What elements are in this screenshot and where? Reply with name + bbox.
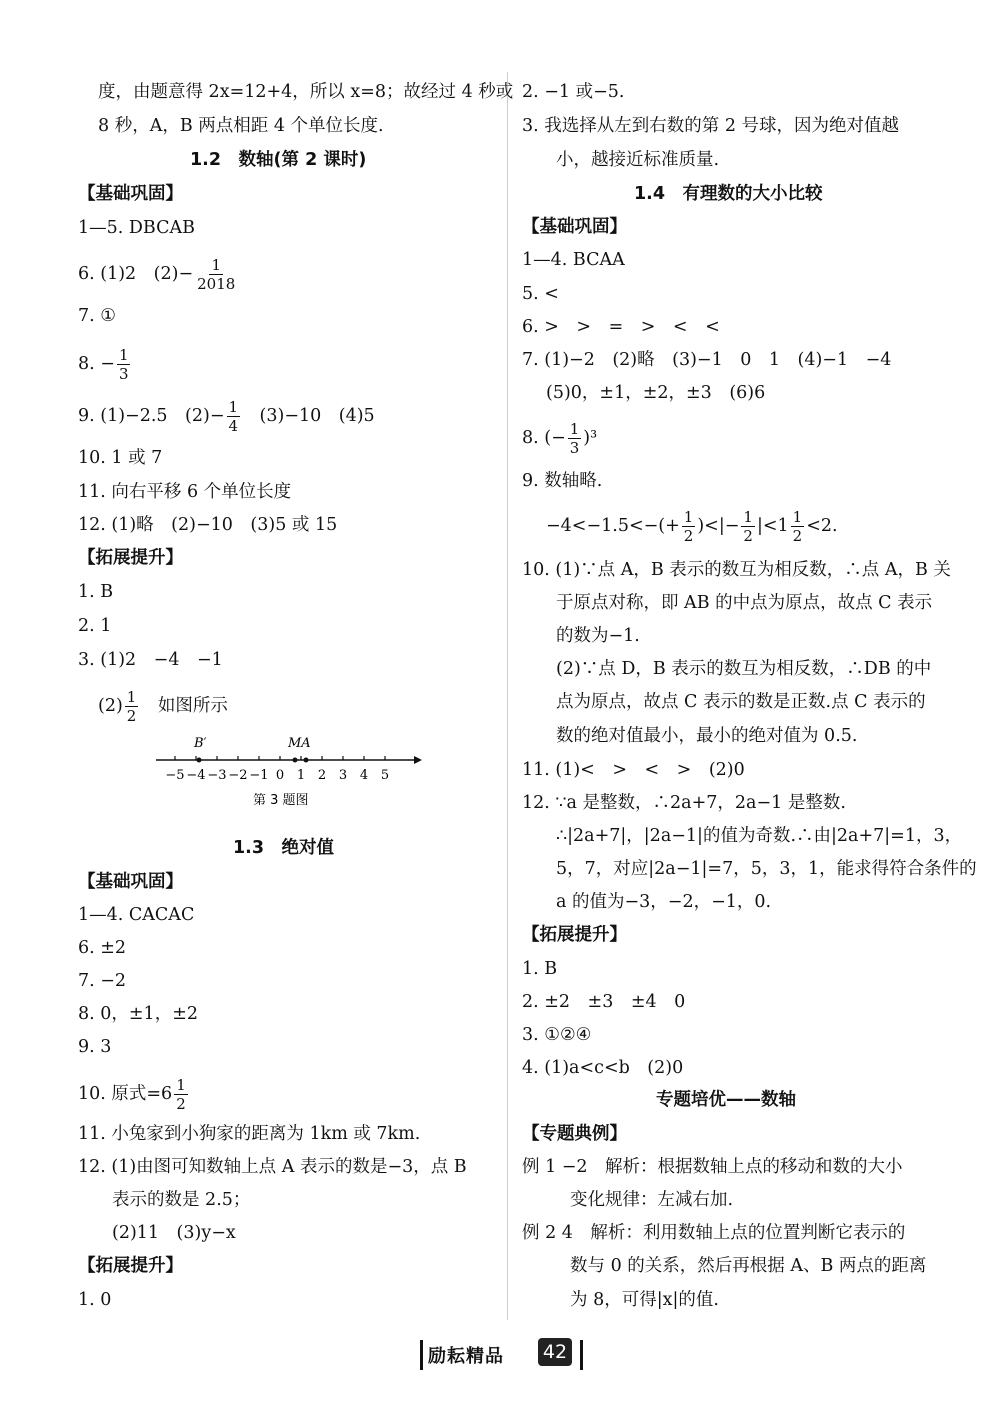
section-title-1-2: 1.2 数轴(第 2 课时)	[190, 150, 367, 170]
heading-extension: 【拓展提升】	[78, 548, 183, 568]
tick-label: −5	[165, 768, 185, 783]
fraction: $\frac{1}{2}$	[743, 508, 753, 545]
answer-line: 5. <	[522, 284, 559, 304]
footer-bar-right	[580, 1340, 583, 1370]
fraction: $\frac{1}{3}$	[569, 420, 580, 457]
answer-line: a 的值为−3，−2，−1，0.	[556, 892, 772, 912]
answer-line: 7. −2	[78, 971, 127, 991]
answer-line: (2) $\frac{1}{2}$ 如图所示	[98, 688, 228, 725]
answer-line: 于原点对称，即 AB 的中点为原点，故点 C 表示	[556, 593, 933, 613]
figure-caption: 第 3 题图	[253, 793, 309, 808]
fraction: $\frac{1}{2}$	[126, 688, 137, 725]
answer-line: 12. ∵a 是整数，∴2a+7，2a−1 是整数.	[522, 793, 846, 813]
answer-line: 的数为−1.	[556, 626, 640, 646]
tick-label: 2	[317, 768, 327, 783]
answer-line: 1—4. BCAA	[522, 250, 625, 270]
answer-line: 11. 小兔家到小狗家的距离为 1km 或 7km.	[78, 1124, 421, 1144]
answer-line: 1. B	[522, 959, 558, 979]
column-divider	[507, 72, 508, 1320]
brand-logo: 励耘精品	[428, 1346, 504, 1367]
heading-basic: 【基础巩固】	[78, 184, 183, 204]
example-line: 变化规律：左减右加.	[570, 1190, 734, 1210]
fraction: $\frac{1}{3}$	[118, 346, 129, 383]
answer-line: 数的绝对值最小，最小的绝对值为 0.5.	[556, 726, 858, 746]
answer-line: 3. ①②④	[522, 1025, 592, 1045]
example-line: 例 1 −2 解析：根据数轴上点的移动和数的大小	[522, 1157, 903, 1177]
example-line: 为 8，可得|x|的值.	[570, 1290, 719, 1310]
answer-line: 1. B	[78, 582, 114, 602]
answer-line: 10. 原式=6 $\frac{1}{2}$	[78, 1076, 186, 1113]
tick-label: −1	[249, 768, 269, 783]
label-ma: MA	[288, 736, 311, 751]
text-line: 度，由题意得 2x=12+4，所以 x=8；故经过 4 秒或	[98, 82, 514, 102]
answer-line: 表示的数是 2.5；	[112, 1190, 251, 1210]
answer-line: 10. 1 或 7	[78, 448, 163, 468]
tick-label: 1	[296, 768, 306, 783]
answer-line: (2)∵点 D，B 表示的数互为相反数，∴DB 的中	[556, 659, 932, 679]
fraction: $\frac{1}{2}$	[683, 508, 694, 545]
point-m	[293, 758, 298, 763]
footer-bar-left	[420, 1340, 423, 1370]
page-number: 42	[538, 1338, 572, 1366]
example-line: 数与 0 的关系，然后再根据 A、B 两点的距离	[570, 1256, 927, 1276]
answer-line: (5)0，±1，±2，±3 (6)6	[546, 383, 766, 403]
answer-line: 2. 1	[78, 616, 112, 636]
tick-label: −4	[186, 768, 206, 783]
heading-special-examples: 【专题典例】	[522, 1124, 627, 1144]
tick-label: 3	[338, 768, 348, 783]
answer-line: 7. (1)−2 (2)略 (3)−1 0 1 (4)−1 −4	[522, 350, 892, 370]
answer-line: 9. (1)−2.5 (2)− $\frac{1}{4}$ (3)−10 (4)5	[78, 398, 375, 435]
answer-line: 5，7，对应|2a−1|=7，5，3，1，能求得符合条件的	[556, 859, 977, 879]
fraction: $\frac{1}{2}$	[176, 1076, 186, 1113]
answer-line: 9. 3	[78, 1037, 112, 1057]
label-b-prime: B′	[194, 736, 207, 751]
tick-label: −3	[207, 768, 227, 783]
heading-extension: 【拓展提升】	[522, 925, 627, 945]
point-b-prime	[197, 758, 202, 763]
answer-line: (2)11 (3)y−x	[112, 1223, 236, 1243]
example-line: 例 2 4 解析：利用数轴上点的位置判断它表示的	[522, 1223, 906, 1243]
answer-line: 4. (1)a<c<b (2)0	[522, 1058, 684, 1078]
answer-line: 3. 我选择从左到右数的第 2 号球，因为绝对值越	[522, 116, 900, 136]
tick-label: 0	[275, 768, 285, 783]
answer-line: 11. (1)< > < > (2)0	[522, 760, 745, 780]
inequality-chain: −4<−1.5<−(+ $\frac{1}{2}$ )<|− $\frac{1}{2}$ |<1 $\frac{1}{2}$ <2.	[546, 508, 838, 545]
answer-line: ∴|2a+7|，|2a−1|的值为奇数.∴由|2a+7|=1，3，	[556, 826, 963, 846]
text-line: 8 秒，A，B 两点相距 4 个单位长度.	[98, 116, 384, 136]
answer-line: 9. 数轴略.	[522, 471, 603, 491]
heading-extension: 【拓展提升】	[78, 1256, 183, 1276]
answer-line: 小，越接近标准质量.	[556, 150, 720, 170]
fraction: $\frac{1}{4}$	[228, 398, 239, 435]
answer-line: 点为原点，故点 C 表示的数是正数.点 C 表示的	[556, 692, 926, 712]
section-title-1-3: 1.3 绝对值	[233, 838, 335, 858]
answer-line: 3. (1)2 −4 −1	[78, 650, 223, 670]
answer-line: 6. ±2	[78, 938, 127, 958]
answer-line: 10. (1)∵点 A，B 表示的数互为相反数，∴点 A，B 关	[522, 560, 951, 580]
answer-line: 8. 0，±1，±2	[78, 1004, 198, 1024]
page-footer	[428, 1336, 578, 1372]
heading-basic: 【基础巩固】	[78, 872, 183, 892]
answer-line: 12. (1)略 (2)−10 (3)5 或 15	[78, 515, 338, 535]
heading-basic: 【基础巩固】	[522, 217, 627, 237]
answer-line: 1. 0	[78, 1290, 112, 1310]
answer-line: 8. (− $\frac{1}{3}$ )³	[522, 420, 598, 457]
answer-line: 6. (1)2 (2)− $\frac{1}{2018}$	[78, 256, 236, 293]
answer-line: 2. ±2 ±3 ±4 0	[522, 992, 686, 1012]
section-title-1-4: 1.4 有理数的大小比较	[634, 184, 823, 204]
tick-label: −2	[228, 768, 248, 783]
fraction: $\frac{1}{2018}$	[197, 256, 236, 293]
fraction: $\frac{1}{2}$	[792, 508, 803, 545]
answer-line: 7. ①	[78, 306, 116, 326]
tick-label: 4	[359, 768, 369, 783]
number-line-arrow	[414, 756, 422, 764]
section-title-special: 专题培优——数轴	[656, 1090, 796, 1110]
answer-line: 8. − $\frac{1}{3}$	[78, 346, 129, 383]
number-line-figure	[150, 730, 430, 812]
answer-line: 1—4. CACAC	[78, 905, 195, 925]
answer-line: 11. 向右平移 6 个单位长度	[78, 482, 292, 502]
answer-line: 1—5. DBCAB	[78, 218, 195, 238]
answer-line: 2. −1 或−5.	[522, 82, 625, 102]
tick-label: 5	[380, 768, 390, 783]
answer-line: 12. (1)由图可知数轴上点 A 表示的数是−3，点 B	[78, 1157, 467, 1177]
answer-line: 6. > > = > < <	[522, 317, 720, 337]
point-a	[304, 758, 309, 763]
